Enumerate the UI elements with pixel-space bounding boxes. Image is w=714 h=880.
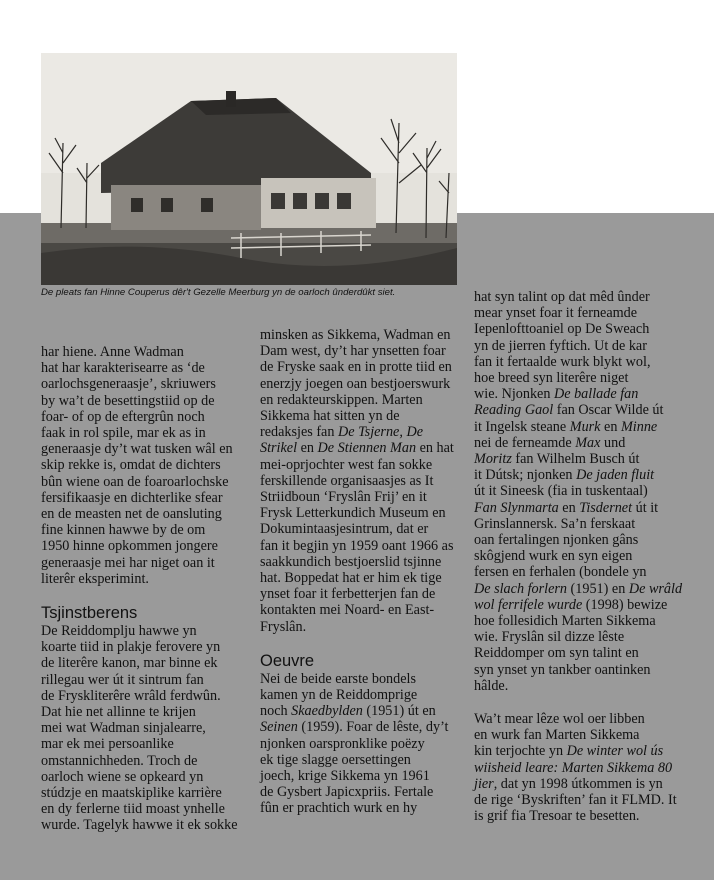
title-italic: De Tsjerne, De [338, 424, 423, 441]
text-line: it Dútsk; njonken De jaden fluit [474, 467, 655, 484]
title-italic: Minne [620, 418, 658, 435]
text-line: literêr eksperimint. [41, 570, 149, 587]
text-line: Sikkema hat sitten yn de [260, 408, 400, 425]
text-line: ynset foar it ferbetterjen fan de [260, 586, 436, 603]
text-line: en redakteurskippen. Marten [260, 391, 423, 408]
text-line: oan fertalingen njonken gâns [474, 532, 639, 549]
text-line: mar ek mei persoanlike [41, 736, 174, 753]
text-line: nei de ferneamde Max und [474, 434, 626, 451]
title-italic: Seinen [260, 719, 298, 736]
text-line: hat har karakterisearre as ‘de [41, 360, 205, 377]
text-line: har hiene. Anne Wadman [41, 344, 184, 360]
text-line: de rige ‘Byskriften’ fan it FLMD. It [474, 792, 677, 809]
text-line: fine kinnen hawwe by de om [41, 522, 206, 539]
text-line: Reiddomper om syn talint en [474, 645, 639, 662]
title-italic: De slach forlern [474, 580, 567, 597]
title-italic: Murk [569, 418, 601, 435]
text-line: generaasje dy’t wat tusken wâl en [41, 441, 233, 458]
title-italic: Strikel [260, 440, 298, 457]
text-line: ferskillende organisaasjes as It [260, 472, 434, 489]
text-line: hoe follesidich Marten Sikkema [474, 613, 656, 630]
text-line: by wa’t de besettingstiid op de [41, 392, 215, 409]
text-line: mear ynset foar it ferneamde [474, 305, 638, 322]
title-italic: Skaedbylden [291, 703, 363, 720]
text-line: en de measten net de oansluting [41, 506, 222, 523]
text-line: de literêre kanon, mar binne ek [41, 655, 218, 672]
text-line: njonken oarspronklike poëzy [260, 735, 425, 752]
text-column-1 [41, 344, 241, 834]
section-heading-tsjinstberens: Tsjinstberens [41, 604, 138, 623]
text-line: noch Skaedbylden (1951) út en [260, 703, 436, 720]
text-line: jier, dat yn 1998 útkommen is yn [474, 775, 663, 792]
text-line: koarte tiid in plakje ferovere yn [41, 639, 221, 656]
text-line: Dokumintaasjesintrum, dat er [260, 521, 429, 538]
text-line: Fryslân. [260, 618, 307, 635]
text-line: Moritz fan Wilhelm Busch út [474, 451, 640, 468]
text-line: Fan Slynmarta en Tisdernet út it [474, 499, 659, 516]
text-line: it Ingelsk steane Murk en Minne [474, 418, 658, 435]
text-line: foar- of op de eftergrûn noch [41, 408, 205, 425]
title-italic: wiisheid leare: Marten Sikkema 80 [474, 759, 673, 776]
text-line: hat. Boppedat hat er him ek tige [260, 570, 442, 587]
text-line: skôgjend wurk en syn eigen [474, 548, 633, 565]
photo-caption: De pleats fan Hinne Couperus dêr't Gezelle Meerburg yn de oarloch ûnderdûkt siet. [41, 287, 396, 298]
text-line: Nei de beide earste bondels [260, 670, 417, 687]
text-line: de Gysbert Japicxpriis. Fertale [260, 784, 434, 801]
text-line: de Fryske saak en in protte tiid en [260, 359, 452, 376]
text-line: wie. Fryslân sil dizze lêste [474, 629, 625, 646]
text-line: fûn er prachtich wurk en hy [260, 800, 418, 817]
title-italic: De wrâld [628, 580, 683, 597]
title-italic: Fan Slynmarta [474, 499, 559, 516]
title-italic: Moritz [474, 451, 512, 468]
paragraph [260, 327, 466, 635]
paragraph [41, 623, 241, 834]
text-line: kin terjochte yn De winter wol ús [474, 743, 664, 760]
text-line: saakkundich bestjoerslid tsjinne [260, 553, 442, 570]
text-line: redaksjes fan De Tsjerne, De [260, 424, 423, 441]
title-italic: De jaden fluit [576, 467, 655, 484]
text-line: generaasje mei har niget oan it [41, 554, 215, 571]
text-line: wol ferrifele wurde (1998) bewize [474, 596, 668, 613]
text-line: is grif fia Tresoar te besetten. [474, 808, 640, 825]
paragraph [41, 344, 241, 587]
text-line: Dam west, dy’t har ynsetten foar [260, 343, 446, 360]
text-line: De Reiddomplju hawwe yn [41, 623, 197, 640]
text-line: Reading Gaol fan Oscar Wilde út [474, 402, 664, 419]
farmhouse-photo [41, 53, 457, 285]
text-column-2 [260, 327, 466, 817]
title-italic: jier [474, 775, 494, 792]
text-line: Strikel en De Stiennen Man en hat [260, 440, 454, 457]
text-line: wie. Njonken De ballade fan [474, 386, 639, 403]
text-line: faak in rol spile, mar ek as in [41, 425, 206, 442]
text-line: ek tige slagge oersettingen [260, 751, 411, 768]
title-italic: Max [575, 434, 601, 451]
section-heading-oeuvre: Oeuvre [260, 651, 315, 670]
text-line: Grinslannersk. Sa’n ferskaat [474, 515, 636, 532]
text-line: mei wat Wadman sinjalearre, [41, 720, 206, 737]
text-line: fan it fertaalde wurk blykt wol, [474, 353, 651, 370]
paragraph [474, 711, 684, 824]
text-line: oarlochsgeneraasje’, skriuwers [41, 376, 216, 393]
text-line: kontakten mei Noard- en East- [260, 602, 435, 619]
text-line: enerzjy joegen oan bestjoerswurk [260, 375, 451, 392]
text-line: en dy ferlerne tiid moast ynhelle [41, 801, 225, 818]
text-line [474, 760, 684, 776]
text-line: Striidboun ‘Fryslân Frij’ en it [260, 489, 427, 506]
text-line: en wurk fan Marten Sikkema [474, 727, 640, 744]
title-italic: De Stiennen Man [317, 440, 417, 457]
text-line: stúdzje en maatskiplike karrière [41, 785, 222, 802]
title-italic: Reading Gaol [474, 402, 554, 419]
text-line: wurde. Tagelyk hawwe it ek sokke [41, 817, 238, 834]
text-line: Seinen (1959). Foar de lêste, dy’t [260, 719, 449, 736]
text-line: bûn wiene oan de foaroarlochske [41, 473, 229, 490]
text-line: út it Sineesk (fia in tuskentaal) [474, 483, 648, 500]
text-line: Dat hie net allinne te krijen [41, 704, 196, 721]
title-italic: Tisdernet [579, 499, 633, 516]
text-line: hoe breed syn literêre niget [474, 370, 629, 387]
text-line: fersen en ferhalen (bondele yn [474, 564, 647, 581]
text-line: Frysk Letterkundich Museum en [260, 505, 446, 522]
title-italic: wol ferrifele wurde [474, 596, 583, 613]
text-line: skip rekke is, omdat de dichters [41, 457, 221, 474]
text-line: oarloch wiene se opkeard yn [41, 768, 204, 785]
text-line: kamen yn de Reiddomprige [260, 687, 418, 704]
text-line: rillegau wer út it sintrum fan [41, 671, 204, 688]
text-line: Wa’t mear lêze wol oer libben [474, 711, 645, 728]
text-line: De slach forlern (1951) en De wrâld [474, 580, 683, 597]
text-line: fan it begjin yn 1959 oant 1966 as [260, 537, 454, 554]
text-line: Iepenlofttoaniel op De Sweach [474, 321, 650, 338]
text-line: minsken as Sikkema, Wadman en [260, 327, 451, 343]
title-italic: De winter wol ús [566, 743, 664, 760]
text-column-3 [474, 289, 684, 825]
text-line: yn de jierren fyftich. Ut de kar [474, 337, 647, 354]
title-italic: De ballade fan [554, 386, 639, 403]
paragraph [474, 289, 684, 694]
text-line: 1950 hinne opkommen jongere [41, 538, 218, 555]
text-line: fersifikaasje en dichterlike sfear [41, 489, 223, 506]
text-line: hâlde. [474, 677, 509, 694]
text-line: de Fryskliterêre wrâld ferdwûn. [41, 687, 221, 704]
text-line: omstannichheden. Troch de [41, 752, 198, 769]
text-line: hat syn talint op dat mêd ûnder [474, 289, 650, 305]
paragraph [260, 671, 466, 817]
text-line: joech, krige Sikkema yn 1961 [260, 768, 430, 785]
text-line: mei-oprjochter west fan sokke [260, 456, 433, 473]
text-line: syn ynset yn tankber oantinken [474, 661, 651, 678]
